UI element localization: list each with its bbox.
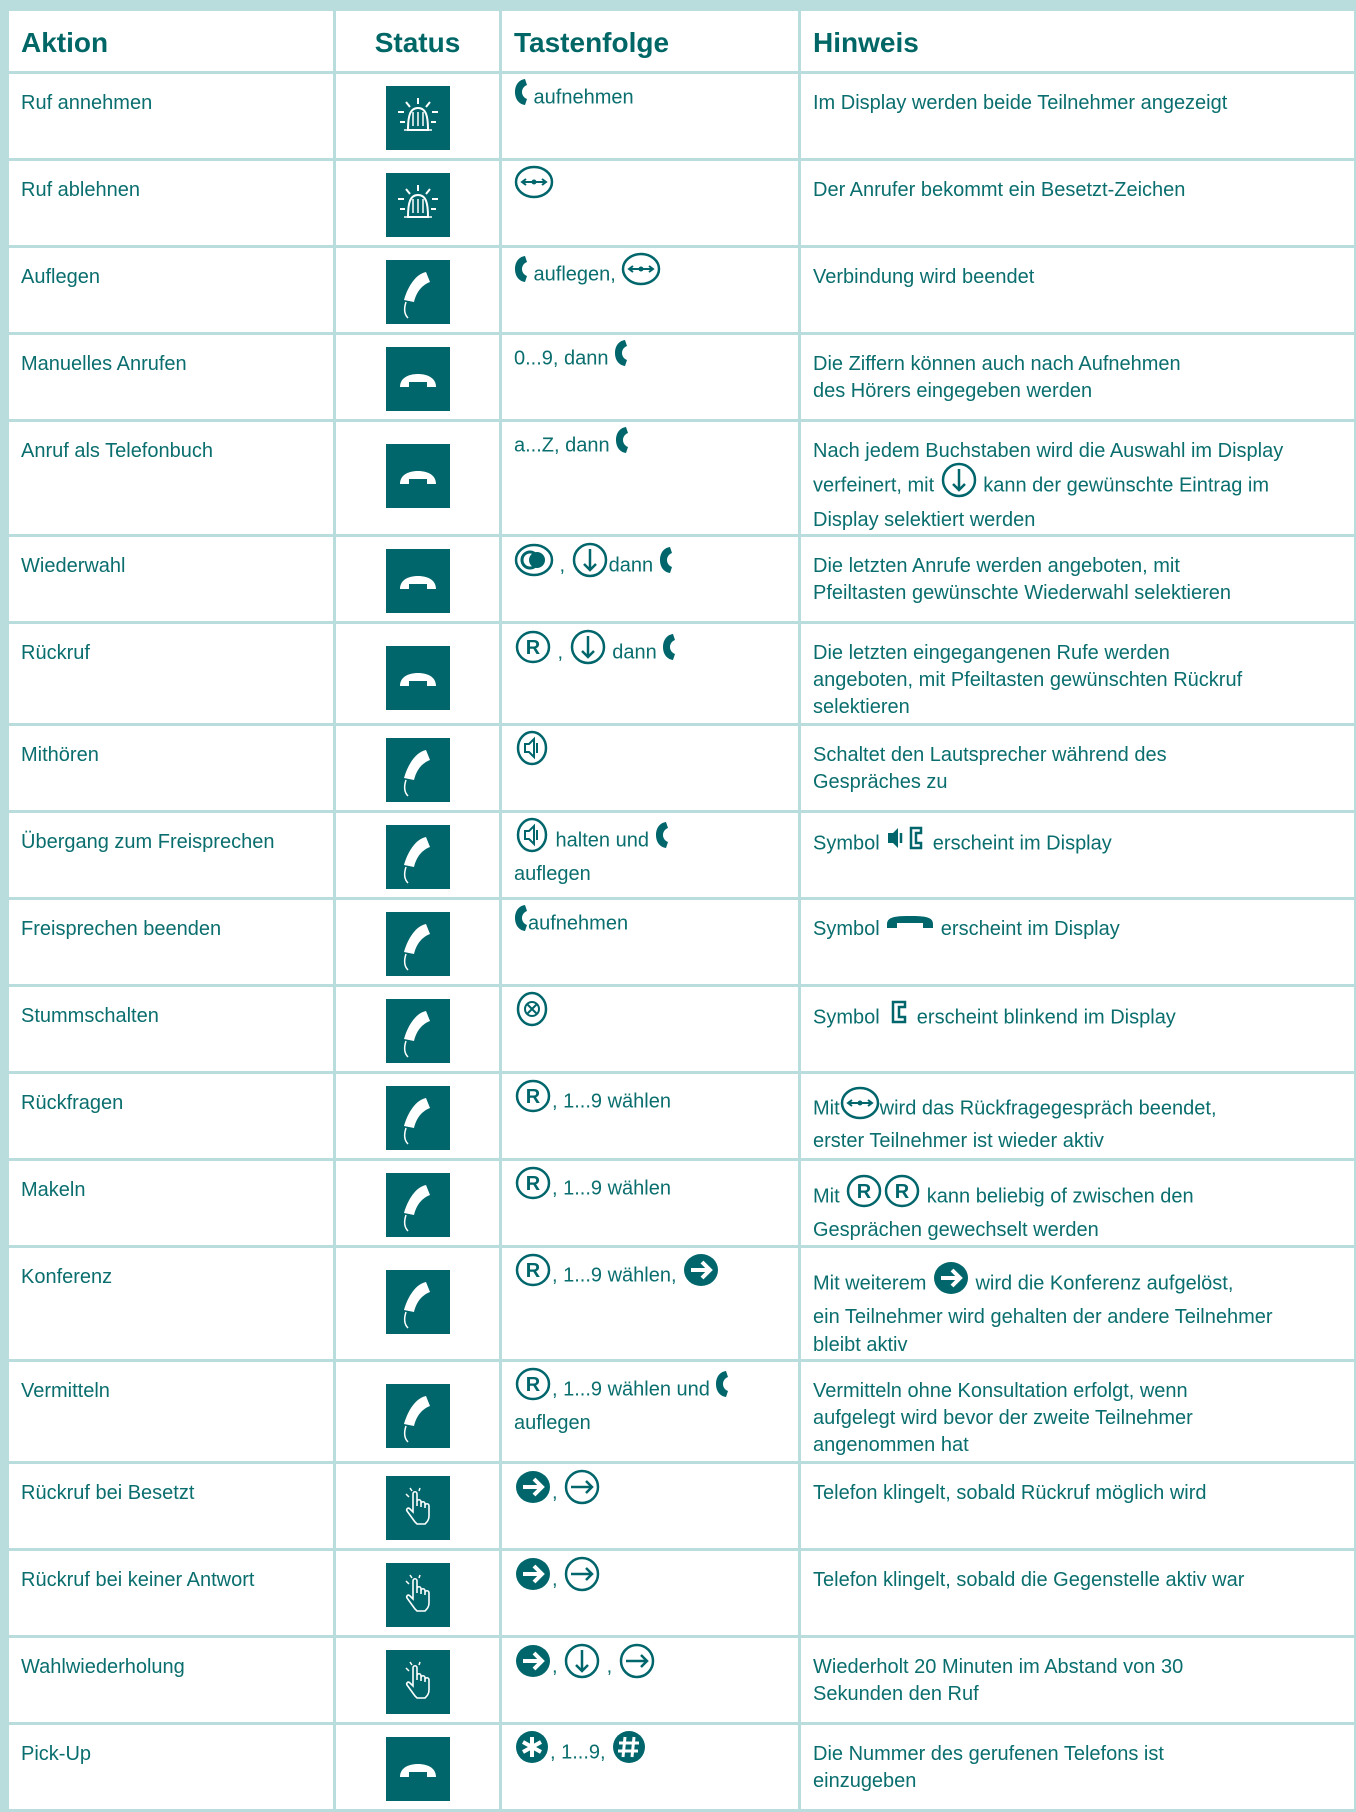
- note-line: Der Anrufer bekommt ein Besetzt-Zeichen: [813, 179, 1186, 201]
- status-cell: [336, 900, 502, 987]
- action-cell: Wiederwahl: [9, 537, 336, 624]
- header-action: Aktion: [9, 11, 336, 74]
- forward-filled-key-icon: [932, 1260, 970, 1304]
- note-cell: [801, 1551, 1354, 1638]
- keys-cell: [502, 900, 801, 987]
- keys-cell: [502, 987, 801, 1074]
- note-cell: [801, 248, 1354, 335]
- note-line: [813, 1304, 1346, 1331]
- status-cell: [336, 161, 502, 248]
- handset-icon: [514, 78, 528, 114]
- svg-text:R: R: [525, 1086, 541, 1109]
- status-cell: [336, 1074, 502, 1161]
- note-line: Wiederholt 20 Minuten im Abstand von 30: [813, 1655, 1184, 1678]
- r-key-icon: [883, 1173, 921, 1217]
- arrow-down-key-icon: [563, 1642, 601, 1688]
- text-fragment: Mit: [813, 1097, 840, 1120]
- action-cell: Freisprechen beenden: [9, 900, 336, 987]
- note-cell: [801, 1464, 1354, 1551]
- status-cell: [336, 1638, 502, 1725]
- note-cell: [801, 335, 1354, 422]
- speaker-key-icon: [514, 730, 550, 774]
- text-fragment: auflegen: [514, 1412, 591, 1435]
- text-fragment: Symbol: [813, 918, 886, 941]
- table-row: [9, 422, 1354, 537]
- note-line: Pfeiltasten gewünschte Wiederwahl selektieren: [813, 582, 1231, 605]
- keys-cell: [502, 1362, 801, 1464]
- table-row: [9, 726, 1354, 813]
- action-cell: Rückruf bei keiner Antwort: [9, 1551, 336, 1638]
- handset-icon: [615, 426, 629, 462]
- hash-key-icon: [611, 1729, 647, 1773]
- text-fragment: auflegen: [514, 863, 591, 886]
- keys-cell: [502, 161, 801, 248]
- action-cell: Konferenz: [9, 1248, 336, 1361]
- text-fragment: Mit weiterem: [813, 1272, 932, 1295]
- disconnect-key-icon: [840, 1086, 880, 1128]
- text-fragment: Mit: [813, 1185, 846, 1208]
- action-cell: Ruf annehmen: [9, 74, 336, 161]
- arrow-right-key-icon: [563, 1468, 601, 1514]
- text-fragment: 0...9, dann: [514, 347, 615, 370]
- speaker-key-icon: [514, 817, 550, 861]
- action-cell: Mithören: [9, 726, 336, 813]
- keys-cell: [502, 813, 801, 900]
- note-line: [813, 829, 1346, 859]
- handset-offhook-icon: [386, 738, 450, 802]
- r-key-icon: [845, 1173, 883, 1217]
- action-cell: Ruf ablehnen: [9, 161, 336, 248]
- keys-cell: [502, 1248, 801, 1361]
- handset-onhook-icon: [386, 444, 450, 508]
- arrow-right-key-icon: [618, 1642, 656, 1688]
- r-key-icon: [514, 1366, 552, 1410]
- note-cell: [801, 1362, 1354, 1464]
- function-table: [9, 11, 1354, 1812]
- note-line: [813, 1090, 1346, 1128]
- status-cell: [336, 726, 502, 813]
- r-key-icon: [514, 1165, 552, 1209]
- table-row: [9, 1464, 1354, 1551]
- action-cell: Makeln: [9, 1161, 336, 1248]
- keys-cell: [502, 1074, 801, 1161]
- note-line: Telefon klingelt, sobald Rückruf möglich wird: [813, 1481, 1207, 1504]
- svg-text:R: R: [525, 1173, 541, 1196]
- text-fragment: , 1...9 wählen und: [552, 1378, 716, 1401]
- hand-pointer-icon: [386, 1650, 450, 1714]
- note-line: Im Display werden beide Teilnehmer angezeigt: [813, 92, 1228, 114]
- action-cell: Auflegen: [9, 248, 336, 335]
- note-line: Die Ziffern können auch nach Aufnehmen: [813, 353, 1181, 375]
- svg-text:R: R: [525, 1260, 541, 1283]
- header-status: Status: [336, 11, 502, 74]
- text-fragment: , 1...9 wählen: [552, 1177, 671, 1200]
- table-row: [9, 537, 1354, 624]
- note-line: aufgelegt wird bevor der zweite Teilnehmer: [813, 1406, 1193, 1429]
- note-cell: [801, 900, 1354, 987]
- text-fragment: kann der gewünschte Eintrag im: [977, 474, 1269, 497]
- ringing-bell-icon: [386, 173, 450, 237]
- text-fragment: erscheint im Display: [927, 832, 1112, 855]
- handset-offhook-icon: [386, 1384, 450, 1448]
- handset-offhook-icon: [386, 1173, 450, 1237]
- forward-filled-key-icon: [514, 1469, 552, 1513]
- keys-cell: [502, 624, 801, 726]
- table-row: [9, 248, 1354, 335]
- note-line: Die letzten Anrufe werden angeboten, mit: [813, 555, 1180, 578]
- arrow-down-key-icon: [571, 541, 609, 587]
- note-cell: [801, 1638, 1354, 1725]
- text-fragment: ,: [552, 641, 569, 664]
- keys-cell: [502, 1638, 801, 1725]
- handset-offhook-icon: [386, 1086, 450, 1150]
- table-row: [9, 1362, 1354, 1464]
- forward-filled-key-icon: [514, 1643, 552, 1687]
- action-cell: Anruf als Telefonbuch: [9, 422, 336, 537]
- text-fragment: Symbol: [813, 1006, 886, 1029]
- arrow-down-key-icon: [940, 461, 978, 507]
- mic-symbol-icon: [885, 999, 911, 1033]
- keys-cell: [502, 726, 801, 813]
- text-fragment: bleibt aktiv: [813, 1333, 908, 1356]
- table-row: [9, 335, 1354, 422]
- note-line: [813, 1264, 1346, 1304]
- table-row: [9, 1074, 1354, 1161]
- handset-offhook-icon: [386, 999, 450, 1063]
- note-cell: [801, 1725, 1354, 1812]
- table-row: [9, 1248, 1354, 1361]
- disconnect-key-icon: [621, 252, 661, 294]
- note-line: Telefon klingelt, sobald die Gegenstelle aktiv war: [813, 1568, 1245, 1591]
- text-fragment: ,: [552, 1568, 564, 1591]
- status-cell: [336, 74, 502, 161]
- table-row: [9, 161, 1354, 248]
- note-line: einzugeben: [813, 1769, 917, 1792]
- table-row: [9, 900, 1354, 987]
- status-cell: [336, 422, 502, 537]
- note-line: Schaltet den Lautsprecher während des: [813, 744, 1167, 767]
- r-key-icon: [514, 1252, 552, 1296]
- keys-cell: [502, 1551, 801, 1638]
- hand-pointer-icon: [386, 1563, 450, 1627]
- header-note: Hinweis: [801, 11, 1354, 74]
- svg-text:R: R: [894, 1181, 910, 1204]
- text-fragment: kann beliebig of zwischen den: [921, 1185, 1194, 1208]
- table-row: [9, 1551, 1354, 1638]
- handset-icon: [662, 633, 676, 669]
- hand-pointer-icon: [386, 1476, 450, 1540]
- action-cell: Übergang zum Freisprechen: [9, 813, 336, 900]
- note-line: angeboten, mit Pfeiltasten gewünschten Rückruf: [813, 669, 1243, 692]
- action-cell: Manuelles Anrufen: [9, 335, 336, 422]
- note-cell: [801, 1161, 1354, 1248]
- note-line: Vermitteln ohne Konsultation erfolgt, wenn: [813, 1379, 1188, 1402]
- note-line: Verbindung wird beendet: [813, 266, 1035, 288]
- table-row: [9, 1638, 1354, 1725]
- text-fragment: erster Teilnehmer ist wieder aktiv: [813, 1130, 1104, 1153]
- keys-cell: [502, 248, 801, 335]
- speaker-mic-symbol-icon: [885, 825, 927, 859]
- header-keys: Tastenfolge: [502, 11, 801, 74]
- note-cell: [801, 726, 1354, 813]
- r-key-icon: [514, 1078, 552, 1122]
- forward-filled-key-icon: [682, 1252, 720, 1296]
- action-cell: Pick-Up: [9, 1725, 336, 1812]
- status-cell: [336, 1248, 502, 1361]
- text-fragment: erscheint blinkend im Display: [911, 1006, 1176, 1029]
- handset-icon: [715, 1370, 729, 1406]
- handset-icon: [659, 546, 673, 582]
- handset-onhook-icon: [386, 646, 450, 710]
- note-line: angenommen hat: [813, 1433, 969, 1456]
- text-fragment: , 1...9 wählen,: [552, 1264, 683, 1287]
- text-fragment: verfeinert, mit: [813, 474, 940, 497]
- note-line: selektieren: [813, 696, 910, 719]
- keys-cell: [502, 1161, 801, 1248]
- mute-key-icon: [514, 991, 550, 1035]
- note-line: [813, 1332, 1346, 1359]
- status-cell: [336, 248, 502, 335]
- text-fragment: Display selektiert werden: [813, 509, 1036, 532]
- text-fragment: ein Teilnehmer wird gehalten der andere Teilnehmer: [813, 1306, 1273, 1329]
- text-fragment: Symbol: [813, 832, 886, 855]
- keys-cell: [502, 1464, 801, 1551]
- note-cell: [801, 422, 1354, 537]
- note-line: Die letzten eingegangenen Rufe werden: [813, 642, 1170, 665]
- note-line: [813, 916, 1346, 943]
- text-fragment: wird die Konferenz aufgelöst,: [969, 1272, 1234, 1295]
- text-fragment: ,: [552, 1481, 564, 1504]
- table-row: [9, 813, 1354, 900]
- text-fragment: aufnehmen: [528, 86, 634, 109]
- note-cell: [801, 813, 1354, 900]
- text-fragment: auflegen,: [528, 263, 622, 286]
- keys-cell: [502, 335, 801, 422]
- handset-onhook-icon: [386, 1737, 450, 1801]
- redial-key-icon: [514, 543, 554, 585]
- note-line: [813, 1128, 1346, 1155]
- text-fragment: a...Z, dann: [514, 434, 616, 457]
- note-cell: [801, 537, 1354, 624]
- status-cell: [336, 1464, 502, 1551]
- status-cell: [336, 1161, 502, 1248]
- status-cell: [336, 1551, 502, 1638]
- note-line: [813, 1177, 1346, 1217]
- note-line: [813, 1003, 1346, 1033]
- note-line: des Hörers eingegeben werden: [813, 380, 1093, 402]
- action-cell: Stummschalten: [9, 987, 336, 1074]
- action-cell: Rückruf bei Besetzt: [9, 1464, 336, 1551]
- status-cell: [336, 624, 502, 726]
- svg-text:R: R: [525, 637, 541, 660]
- keys-cell: [502, 422, 801, 537]
- arrow-right-key-icon: [563, 1555, 601, 1601]
- text-fragment: , 1...9 wählen: [552, 1090, 671, 1113]
- action-cell: Wahlwiederholung: [9, 1638, 336, 1725]
- text-fragment: ,: [601, 1655, 618, 1678]
- status-cell: [336, 537, 502, 624]
- text-fragment: ,: [554, 554, 571, 577]
- text-fragment: Gesprächen gewechselt werden: [813, 1219, 1099, 1242]
- text-fragment: wird das Rückfragegespräch beendet,: [879, 1097, 1217, 1120]
- action-cell: Rückruf: [9, 624, 336, 726]
- handset-offhook-icon: [386, 912, 450, 976]
- svg-text:R: R: [856, 1181, 872, 1204]
- star-key-icon: [514, 1729, 550, 1773]
- table-row: [9, 1161, 1354, 1248]
- note-line: Die Nummer des gerufenen Telefons ist: [813, 1742, 1164, 1765]
- text-fragment: erscheint im Display: [935, 918, 1120, 941]
- table-header-row: [9, 11, 1354, 74]
- status-cell: [336, 987, 502, 1074]
- note-line: Sekunden den Ruf: [813, 1682, 979, 1705]
- keys-cell: [502, 537, 801, 624]
- handset-onhook-icon: [386, 549, 450, 613]
- note-cell: [801, 987, 1354, 1074]
- note-line: [813, 465, 1346, 507]
- text-fragment: dann: [606, 641, 663, 664]
- handset-offhook-icon: [386, 825, 450, 889]
- note-line: Gespräches zu: [813, 771, 948, 794]
- text-fragment: aufnehmen: [528, 912, 629, 935]
- note-cell: [801, 624, 1354, 726]
- status-cell: [336, 813, 502, 900]
- handset-icon: [614, 339, 628, 375]
- ringing-bell-icon: [386, 86, 450, 150]
- status-cell: [336, 335, 502, 422]
- handset-offhook-icon: [386, 1270, 450, 1334]
- text-fragment: Nach jedem Buchstaben wird die Auswahl im Display: [813, 440, 1284, 463]
- table-row: [9, 624, 1354, 726]
- table-row: [9, 1725, 1354, 1812]
- r-key-icon: [514, 629, 552, 673]
- text-fragment: halten und: [550, 829, 655, 852]
- note-cell: [801, 161, 1354, 248]
- handsfree-symbol-icon: [885, 914, 935, 942]
- forward-filled-key-icon: [514, 1556, 552, 1600]
- action-cell: Rückfragen: [9, 1074, 336, 1161]
- handset-icon: [514, 255, 528, 291]
- status-cell: [336, 1362, 502, 1464]
- handset-onhook-icon: [386, 347, 450, 411]
- note-cell: [801, 1074, 1354, 1161]
- text-fragment: dann: [608, 554, 659, 577]
- note-cell: [801, 1248, 1354, 1361]
- table-row: [9, 74, 1354, 161]
- disconnect-key-icon: [514, 165, 554, 207]
- action-cell: Vermitteln: [9, 1362, 336, 1464]
- note-line: [813, 507, 1346, 534]
- handset-icon: [514, 904, 528, 940]
- note-line: [813, 1217, 1346, 1244]
- table-row: [9, 987, 1354, 1074]
- keys-cell: [502, 74, 801, 161]
- text-fragment: ,: [552, 1655, 564, 1678]
- handset-icon: [655, 821, 669, 857]
- arrow-down-key-icon: [569, 628, 607, 674]
- note-line: [813, 438, 1346, 465]
- keys-cell: [502, 1725, 801, 1812]
- status-cell: [336, 1725, 502, 1812]
- handset-offhook-icon: [386, 260, 450, 324]
- text-fragment: , 1...9,: [550, 1741, 612, 1764]
- note-cell: [801, 74, 1354, 161]
- svg-text:R: R: [525, 1373, 541, 1396]
